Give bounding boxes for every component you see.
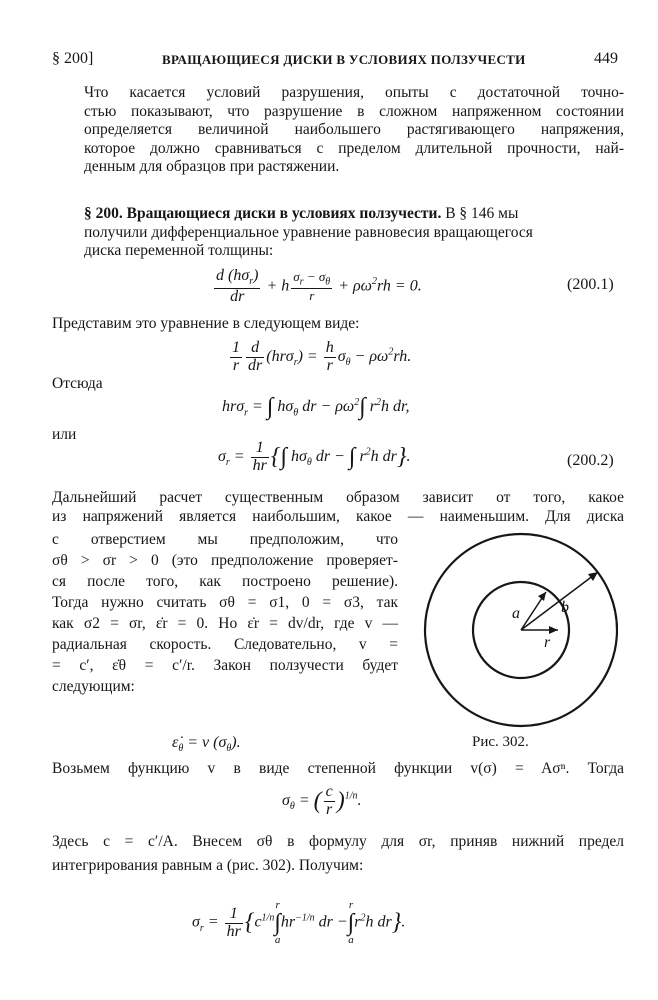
text-line: интегрирования равным a (рис. 302). Получим:	[52, 857, 364, 874]
section-intro	[84, 205, 624, 261]
text-line: Тогда нужно считать σθ = σ1, 0 = σ3, так	[52, 594, 398, 611]
text-line: Дальнейший расчет существенным образом зависит от того, какое	[52, 489, 624, 506]
text-line: из напряжений является наибольшим, какое — наименьшим. Для диска	[52, 507, 624, 525]
equation-200-1: $\frac{d (h\sigma_r)}{dr}$ + h $\frac{\sigma_r - \sigma_\theta}{r}$ + $\rho\omega^2rh = 0$.	[216, 267, 422, 305]
equation-creep-law: $\varepsiloṅ_\theta = v$ $(\sigma_\theta)$.	[172, 734, 241, 755]
paragraph-power-function	[52, 760, 624, 779]
label-r: r	[544, 634, 551, 651]
text-line: радиальная скорость. Следовательно, v =	[52, 636, 398, 653]
text-line: с отверстием мы предположим, что	[52, 531, 398, 548]
label-b: b	[561, 599, 569, 616]
equation-sigma-theta: $\sigma_\theta$ = ( $\frac{c}{r}$ )$^{1/n}$.	[282, 783, 362, 818]
text-line: диска переменной толщины:	[84, 242, 274, 259]
running-head-title: ВРАЩАЮЩИЕСЯ ДИСКИ В УСЛОВИЯХ ПОЛЗУЧЕСТИ	[162, 52, 526, 67]
text-line: определяется величиной наибольшего растягивающего напряжения,	[84, 121, 624, 138]
text-line: = c′, ε̇θ = c′/r. Закон ползучести будет	[52, 657, 398, 674]
equation-200-2: $\sigma_r$ = $\frac{1}{hr}$ {∫ $h\sigma_\theta$ dr − ∫ $r^2h$ dr}.	[218, 439, 411, 474]
arrowhead	[549, 626, 558, 634]
column-text	[52, 529, 398, 697]
equation-number: (200.1)	[567, 276, 614, 293]
text-line: Представим это уравнение в следующем виде:	[52, 315, 360, 332]
arrowhead	[588, 572, 598, 581]
equation-rewritten: $\frac{1}{r}$ $\frac{d}{dr}$ (hrσ$_r$) = $\frac{h}{r}$ $\sigma_\theta - \rho\omega^2rh$.	[232, 339, 412, 374]
paragraph-fracture	[84, 84, 624, 177]
figure-caption: Рис. 302.	[472, 734, 529, 750]
figure-disk-diagram	[418, 530, 618, 730]
text-line: Возьмем функцию v в виде степенной функции v(σ) = Aσⁿ. Тогда	[52, 760, 624, 777]
equation-final: $\sigma_r$ = $\frac{1}{hr}$ {$c^{1/n}$ r ∫ a $hr^{-1/n}$ dr − r ∫ a $r^2h$ dr}.	[192, 899, 406, 946]
paragraph-calculation	[52, 489, 624, 526]
text-line: В § 146 мы	[441, 205, 519, 222]
text-line: или	[52, 426, 77, 443]
text-line: σθ > σr > 0 (это предположение проверяет-	[52, 552, 398, 569]
text-line: следующим:	[52, 678, 135, 695]
arrowhead	[538, 592, 546, 601]
equation-integrated: hrσ$_r$ = ∫ $h\sigma_\theta$ dr − $\rho\omega^2\int$ $r^2h$ dr,	[222, 394, 410, 420]
page-number: 449	[594, 50, 618, 67]
equation-number: (200.2)	[567, 452, 614, 469]
paragraph-substitution	[52, 830, 624, 878]
text-line: Здесь c = c′/A. Внесем σθ в формулу для σr, приняв нижний предел	[52, 833, 624, 850]
text-line: денным для образцов при растяжении.	[84, 158, 340, 175]
text-line: как σ2 = σr, ε̇r = 0. Но ε̇r = dv/dr, где v —	[52, 615, 398, 632]
text-line: Что касается условий разрушения, опыты с достаточной точно-	[84, 84, 624, 101]
text-line: получили дифференциальное уравнение равновесия вращающегося	[84, 223, 533, 241]
text-line: которое должно сравниваться с пределом длительной прочности, най-	[84, 139, 624, 157]
running-head-section: § 200]	[52, 50, 94, 67]
text-line: стью показывают, что разрушение в сложном напряженном состоянии	[84, 102, 624, 120]
label-a: a	[512, 605, 520, 622]
text-line: Отсюда	[52, 375, 103, 392]
section-heading: § 200. Вращающиеся диски в условиях ползучести.	[84, 205, 442, 222]
text-line: ся после того, как построено решение).	[52, 573, 398, 590]
radius-b-line	[521, 572, 598, 630]
